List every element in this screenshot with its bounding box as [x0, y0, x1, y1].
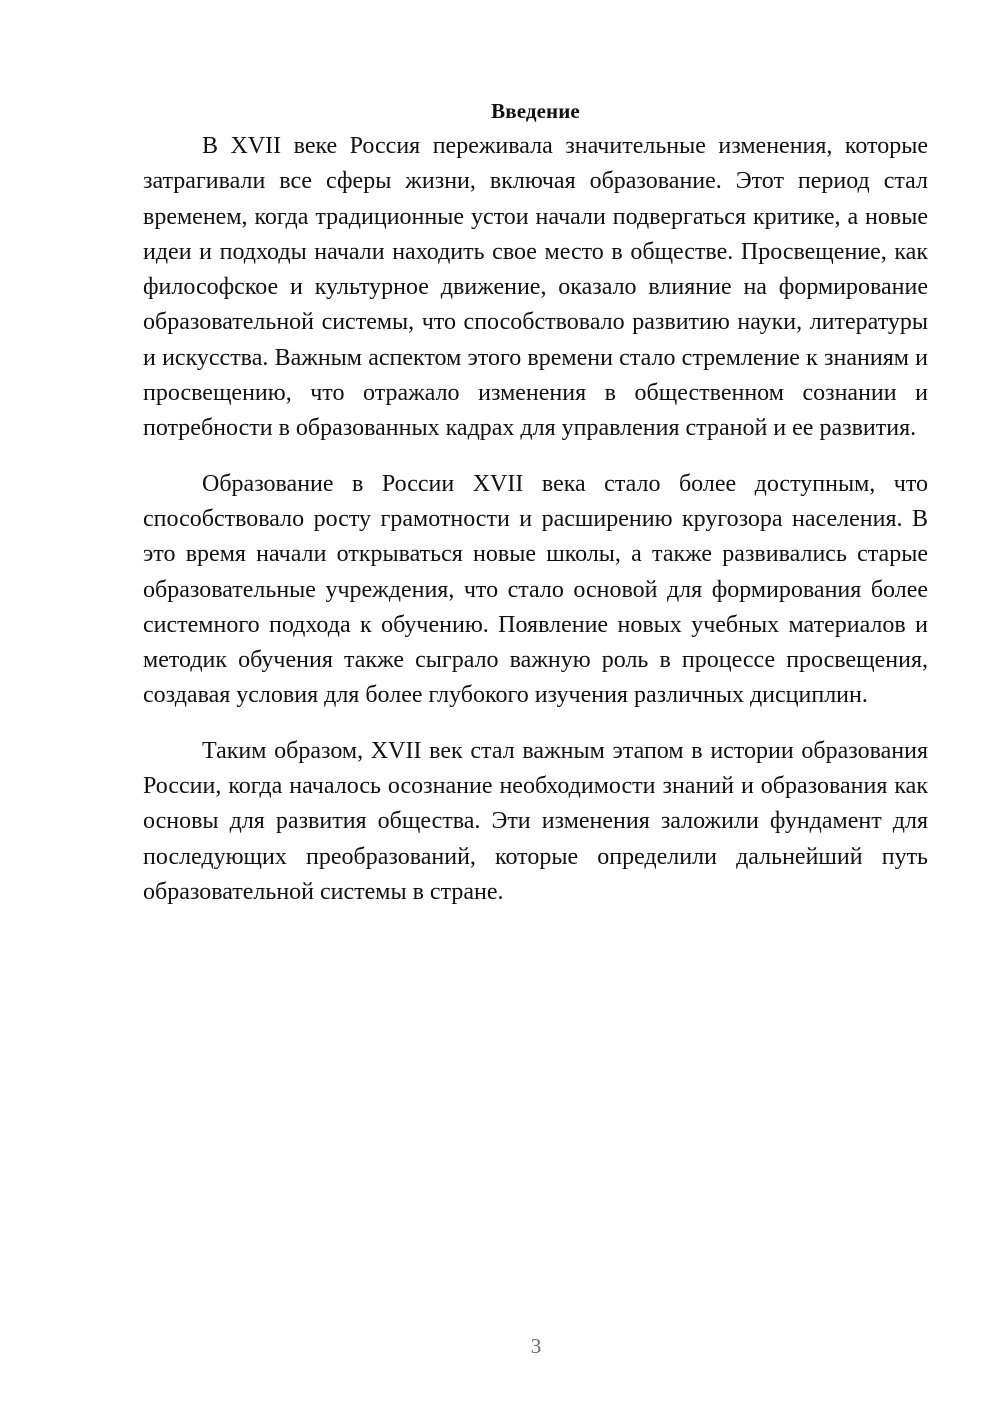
- page-number: 3: [530, 1334, 542, 1358]
- paragraph-2: Образование в России XVII века стало более доступным, что способствовало росту грамотности и расширению кругозора населения. В это время начали открываться новые школы, а также развивались старые образовательные учреждения, что стало основой для формирования более системного подхода к обучению. Появление новых учебных материалов и методик обучения также сыграло важную роль в процессе просвещения, создавая условия для более глубокого изучения различных дисциплин.: [143, 470, 928, 709]
- page-content: [143, 95, 928, 930]
- section-title: Введение: [491, 99, 580, 123]
- paragraph-3: Таким образом, XVII век стал важным этапом в истории образования России, когда началось осознание необходимости знаний и образования как основы для развития общества. Эти изменения заложили фундамент для последующих преобразований, которые определили дальнейший путь образовательной системы в стране.: [143, 737, 928, 905]
- paragraph-1: В XVII веке Россия переживала значительные изменения, которые затрагивали все сферы жизни, включая образование. Этот период стал временем, когда традиционные устои начали подвергаться критике, а новые идеи и подходы начали находить свое место в обществе. Просвещение, как философское и культурное движение, оказало влияние на формирование образовательной системы, что способствовало развитию науки, литературы и искусства. Важным аспектом этого времени стало стремление к знаниям и просвещению, что отражало изменения в общественном сознании и потребности в образованных кадрах для управления страной и ее развития.: [143, 133, 928, 442]
